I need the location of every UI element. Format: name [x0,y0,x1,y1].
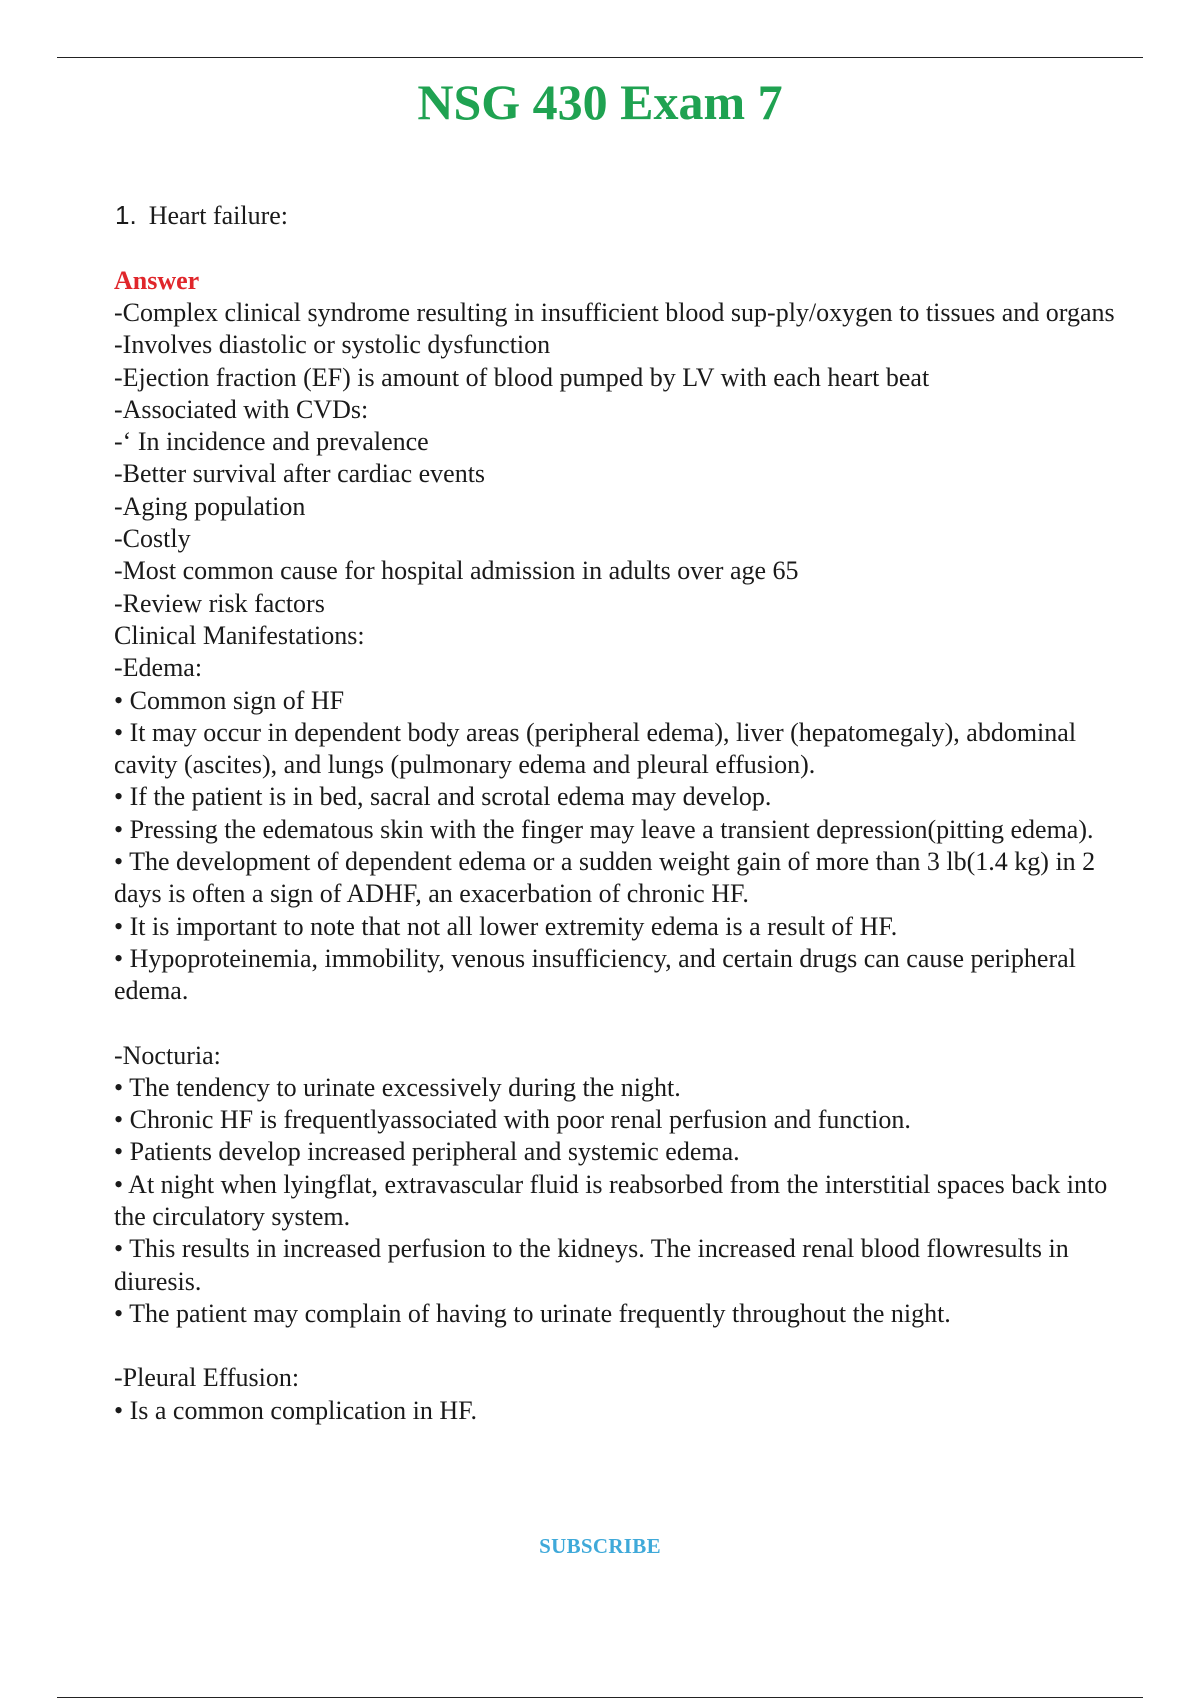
section-heading: Clinical Manifestations: [114,620,365,650]
answer-line: -Better survival after cardiac events [114,459,486,489]
answer-line: -Involves diastolic or systolic dysfunction [114,330,551,360]
answer-line: -Associated with CVDs: [114,394,369,424]
subsection-heading: -Edema: [114,653,203,683]
bullet-item: • Hypoproteinemia, immobility, venous insufficiency, and certain drugs can cause peripheral edema. [114,943,1076,1006]
answer-line: -Aging population [114,491,306,521]
question-number: 1. [115,200,137,230]
question-1 [115,198,288,233]
bullet-item: • At night when lyingflat, extravascular fluid is reabsorbed from the interstitial spaces back into the circulatory system. [114,1169,1108,1232]
bullet-item: • The tendency to urinate excessively during the night. [114,1072,681,1102]
answer-line: -Most common cause for hospital admission in adults over age 65 [114,556,799,586]
subsection-heading: -Pleural Effusion: [114,1363,300,1393]
answer-line: -Complex clinical syndrome resulting in insufficient blood sup-ply/oxygen to tissues and organs [114,298,1115,327]
bullet-item: • It is important to note that not all lower extremity edema is a result of HF. [114,911,898,941]
bullet-item: • If the patient is in bed, sacral and scrotal edema may develop. [114,782,772,812]
answer-section [114,265,1144,1427]
answer-line: -Costly [114,524,191,554]
document-title: NSG 430 Exam 7 [417,74,783,130]
question-text: Heart failure: [148,201,288,230]
bullet-item: • The development of dependent edema or a sudden weight gain of more than 3 lb(1.4 kg) in 2 days is often a sign of ADHF, an exacerbation of chronic HF. [114,847,1096,909]
spacer [114,1330,1144,1362]
top-rule [57,57,1143,58]
bullet-item: • Chronic HF is frequentlyassociated with poor renal perfusion and function. [114,1105,911,1135]
bullet-item: • Is a common complication in HF. [114,1395,478,1425]
bullet-item: • Pressing the edematous skin with the finger may leave a transient depression(pitting edema). [114,814,1094,844]
bullet-item: • This results in increased perfusion to the kidneys. The increased renal blood flowresults in diuresis. [114,1234,1069,1296]
bullet-item: • Common sign of HF [114,685,345,715]
spacer [114,1008,1144,1040]
bullet-item: • The patient may complain of having to urinate frequently throughout the night. [114,1298,951,1328]
bottom-rule [57,1697,1143,1698]
answer-label: Answer [114,266,200,295]
answer-line: -‘ In incidence and prevalence [114,427,429,457]
subscribe-link[interactable]: SUBSCRIBE [539,1534,661,1558]
subsection-heading: -Nocturia: [114,1040,221,1070]
bullet-item: • It may occur in dependent body areas (peripheral edema), liver (hepatomegaly), abdominal cavity (ascites), and lungs (pulmonary edema and pleural effusion). [114,717,1077,780]
answer-line: -Ejection fraction (EF) is amount of blood pumped by LV with each heart beat [114,362,930,392]
bullet-item: • Patients develop increased peripheral and systemic edema. [114,1137,740,1167]
answer-line: -Review risk factors [114,588,325,618]
